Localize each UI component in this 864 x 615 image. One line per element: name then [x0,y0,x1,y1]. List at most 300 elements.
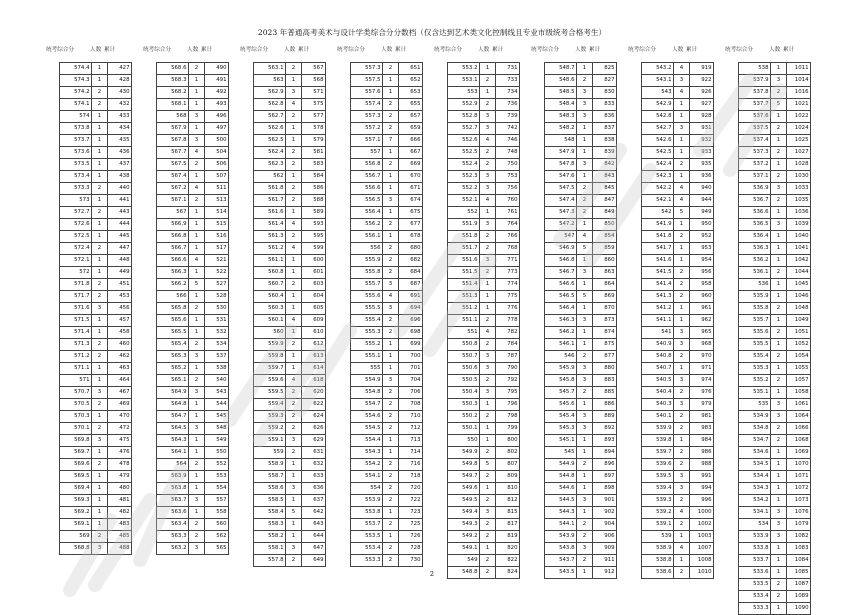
count-cell: 1 [577,147,593,159]
count-cell: 2 [771,267,787,279]
count-cell: 3 [480,351,496,363]
score-cell: 563.3 [157,531,189,543]
count-cell: 2 [674,495,690,507]
table-row [351,315,423,327]
cumulative-cell: 812 [496,495,520,507]
table-row [351,435,423,447]
score-cell: 539.9 [642,423,674,435]
table-row [254,495,326,507]
score-cell: 560.7 [254,279,286,291]
count-cell: 1 [674,111,690,123]
count-cell: 1 [771,495,787,507]
cumulative-cell: 543 [205,387,229,399]
table-row [642,291,714,303]
cumulative-cell: 1049 [787,315,811,327]
count-cell: 1 [771,447,787,459]
table-row [642,519,714,531]
count-cell: 1 [577,507,593,519]
score-cell: 541.3 [642,291,674,303]
cumulative-cell: 436 [108,147,132,159]
cumulative-cell: 981 [690,411,714,423]
table-row [157,63,229,75]
cumulative-cell: 1046 [787,291,811,303]
table-row [545,495,617,507]
table-row [60,507,132,519]
table-row [254,207,326,219]
table-row [642,183,714,195]
table-row [448,207,520,219]
score-cell: 566.3 [157,267,189,279]
table-row [254,219,326,231]
count-cell: 2 [480,243,496,255]
table-row [351,351,423,363]
table-row [351,279,423,291]
cumulative-cell: 928 [690,111,714,123]
score-cell: 553.1 [448,75,480,87]
score-cell: 545.1 [545,435,577,447]
table-row [60,327,132,339]
score-cell: 540.4 [642,387,674,399]
score-cell: 552.4 [448,159,480,171]
score-cell: 556.2 [351,219,383,231]
cumulative-cell: 485 [108,531,132,543]
score-cell: 559 [254,447,286,459]
count-cell: 2 [771,123,787,135]
table-row [739,351,811,363]
score-cell: 557.8 [254,555,286,567]
count-cell: 4 [674,543,690,555]
table-row [351,447,423,459]
table-row [545,159,617,171]
count-cell: 2 [577,351,593,363]
cumulative-cell: 458 [108,327,132,339]
count-cell: 1 [480,399,496,411]
cumulative-cell: 1076 [787,507,811,519]
score-cell: 569.7 [60,447,92,459]
count-cell: 2 [383,459,399,471]
score-cell: 557.5 [351,75,383,87]
table-row [157,183,229,195]
score-cell: 557.3 [351,111,383,123]
table-row [545,75,617,87]
table-row [739,603,811,615]
table-row [351,555,423,567]
count-cell: 2 [286,111,302,123]
cumulative-cell: 787 [496,351,520,363]
table-row [739,135,811,147]
score-cell: 552.9 [448,99,480,111]
count-cell: 2 [286,231,302,243]
cumulative-cell: 996 [690,495,714,507]
count-cell: 2 [286,399,302,411]
cumulative-cell: 545 [205,411,229,423]
count-cell: 2 [92,291,108,303]
score-cell: 535.9 [739,291,771,303]
table-row [545,267,617,279]
count-cell: 1 [189,75,205,87]
count-cell: 5 [577,291,593,303]
count-cell: 1 [674,303,690,315]
count-cell: 1 [383,171,399,183]
score-cell: 574.4 [60,63,92,75]
count-cell: 2 [771,171,787,183]
table-row [157,219,229,231]
table-row [351,183,423,195]
score-cell: 559.8 [254,351,286,363]
count-cell: 1 [383,447,399,459]
score-cell: 546.6 [545,279,577,291]
table-row [739,315,811,327]
score-cell: 572 [60,267,92,279]
score-cell: 570.5 [60,399,92,411]
table-row [254,519,326,531]
count-cell: 1 [674,555,690,567]
table-row [739,99,811,111]
cumulative-cell: 677 [399,219,423,231]
cumulative-cell: 819 [496,531,520,543]
table-row [545,135,617,147]
count-cell: 1 [480,63,496,75]
count-cell: 1 [92,75,108,87]
cumulative-cell: 674 [399,195,423,207]
score-cell: 537.3 [739,147,771,159]
table-row [60,495,132,507]
score-cell: 551.3 [448,291,480,303]
count-cell: 3 [480,123,496,135]
count-cell: 3 [480,363,496,375]
count-cell: 2 [480,339,496,351]
table-row [739,111,811,123]
table-row [545,231,617,243]
score-cell: 548.5 [545,87,577,99]
cumulative-cell: 1090 [787,603,811,615]
cumulative-cell: 577 [302,111,326,123]
score-cell: 543.7 [545,555,577,567]
table-row [254,147,326,159]
table-row [254,159,326,171]
table-row [448,267,520,279]
cumulative-cell: 994 [690,483,714,495]
cumulative-cell: 893 [593,435,617,447]
table-row [254,507,326,519]
score-cell: 563 [254,75,286,87]
score-cell: 534.4 [739,471,771,483]
table-row [545,531,617,543]
header-label: 累计 [686,47,698,53]
cumulative-cell: 614 [302,363,326,375]
cumulative-cell: 659 [399,123,423,135]
count-cell: 1 [674,255,690,267]
cumulative-cell: 750 [496,159,520,171]
table-row [739,423,811,435]
score-cell: 536.9 [739,183,771,195]
table-row [60,387,132,399]
cumulative-cell: 671 [399,183,423,195]
count-cell: 2 [577,531,593,543]
score-cell: 549.7 [448,471,480,483]
score-cell: 547.2 [545,219,577,231]
count-cell: 3 [674,339,690,351]
score-cell: 560.3 [254,303,286,315]
count-cell: 4 [189,183,205,195]
count-cell: 3 [771,399,787,411]
count-cell: 2 [383,315,399,327]
table-row [157,147,229,159]
score-cell: 556.1 [351,231,383,243]
count-cell: 2 [480,519,496,531]
table-row [642,387,714,399]
table-row [60,123,132,135]
cumulative-cell: 497 [205,123,229,135]
score-cell: 547.8 [545,159,577,171]
count-cell: 2 [383,423,399,435]
table-row [448,531,520,543]
count-cell: 3 [189,495,205,507]
score-cell: 566.2 [157,279,189,291]
score-cell: 550.2 [448,411,480,423]
table-row [254,375,326,387]
score-cell: 568.1 [157,99,189,111]
count-cell: 3 [189,387,205,399]
score-column-block [240,44,340,563]
table-row [739,531,811,543]
score-cell: 564.1 [157,447,189,459]
count-cell: 2 [480,531,496,543]
score-cell: 554.6 [351,411,383,423]
cumulative-cell: 1061 [787,399,811,411]
cumulative-cell: 632 [302,459,326,471]
table-row [351,531,423,543]
table-row [739,75,811,87]
cumulative-cell: 581 [302,147,326,159]
cumulative-cell: 974 [690,375,714,387]
table-row [739,195,811,207]
cumulative-cell: 935 [690,159,714,171]
cumulative-cell: 784 [496,339,520,351]
table-row [351,135,423,147]
score-cell: 561.3 [254,231,286,243]
cumulative-cell: 527 [205,279,229,291]
count-cell: 2 [92,99,108,111]
table-row [351,303,423,315]
score-cell: 557.4 [351,99,383,111]
table-row [60,315,132,327]
score-cell: 558.3 [254,519,286,531]
column-header [143,44,243,56]
score-cell: 541.4 [642,279,674,291]
cumulative-cell: 718 [399,471,423,483]
score-cell: 561.8 [254,183,286,195]
table-row [642,327,714,339]
score-cell: 563.4 [157,519,189,531]
cumulative-cell: 516 [205,231,229,243]
cumulative-cell: 775 [496,291,520,303]
count-cell: 2 [383,99,399,111]
cumulative-cell: 552 [205,459,229,471]
table-row [739,231,811,243]
cumulative-cell: 731 [496,63,520,75]
table-row [60,339,132,351]
cumulative-cell: 927 [690,99,714,111]
count-cell: 3 [674,375,690,387]
count-cell: 1 [383,147,399,159]
score-cell: 543.2 [642,63,674,75]
score-cell: 554.4 [351,435,383,447]
score-cell: 545 [545,447,577,459]
score-cell: 567.9 [157,123,189,135]
score-cell: 548.6 [545,75,577,87]
score-cell: 555.8 [351,267,383,279]
score-cell: 547.3 [545,207,577,219]
table-row [157,159,229,171]
count-cell: 1 [92,471,108,483]
table-row [448,399,520,411]
count-cell: 1 [771,243,787,255]
score-cell: 535.7 [739,315,771,327]
table-row [545,543,617,555]
score-cell: 552.5 [448,147,480,159]
score-cell: 569.2 [60,507,92,519]
header-label: 统考综合分 [628,47,656,53]
table-row [642,171,714,183]
count-cell: 1 [189,411,205,423]
count-cell: 1 [771,135,787,147]
score-cell: 538 [739,63,771,75]
score-cell: 541.7 [642,243,674,255]
table-row [739,207,811,219]
score-cell: 555.7 [351,279,383,291]
count-cell: 2 [383,471,399,483]
cumulative-cell: 790 [496,363,520,375]
score-cell: 555.2 [351,339,383,351]
count-cell: 1 [480,303,496,315]
score-cell: 533.5 [739,579,771,591]
cumulative-cell: 976 [690,387,714,399]
count-cell: 3 [771,519,787,531]
table-row [351,219,423,231]
count-cell: 2 [577,195,593,207]
header-label: 人数 [284,47,296,53]
score-cell: 573.6 [60,147,92,159]
count-cell: 1 [771,315,787,327]
cumulative-cell: 771 [496,255,520,267]
count-cell: 3 [480,171,496,183]
score-cell: 558.1 [254,543,286,555]
header-label: 累计 [104,47,116,53]
table-row [351,471,423,483]
count-cell: 3 [771,183,787,195]
score-cell: 536.1 [739,267,771,279]
count-cell: 3 [577,159,593,171]
score-cell: 553.3 [351,555,383,567]
cumulative-cell: 553 [205,471,229,483]
table-row [351,495,423,507]
score-cell: 542.9 [642,99,674,111]
score-cell: 563.8 [157,483,189,495]
score-cell: 560.4 [254,291,286,303]
count-cell: 3 [480,255,496,267]
table-row [545,363,617,375]
cumulative-cell: 701 [399,363,423,375]
count-cell: 3 [92,387,108,399]
score-table [544,62,617,579]
table-row [60,195,132,207]
table-row [642,99,714,111]
table-row [60,303,132,315]
table-row [545,399,617,411]
cumulative-cell: 1082 [787,531,811,543]
cumulative-cell: 540 [205,375,229,387]
count-cell: 2 [771,435,787,447]
count-cell: 2 [286,555,302,567]
count-cell: 2 [771,303,787,315]
cumulative-cell: 730 [399,555,423,567]
table-row [157,279,229,291]
score-cell: 562.4 [254,147,286,159]
score-cell: 567.7 [157,147,189,159]
count-cell: 3 [577,267,593,279]
score-cell: 547.6 [545,171,577,183]
table-row [254,111,326,123]
score-cell: 543.1 [642,75,674,87]
count-cell: 1 [92,519,108,531]
score-cell: 571 [60,375,92,387]
count-cell: 2 [480,75,496,87]
cumulative-cell: 568 [302,75,326,87]
table-row [254,267,326,279]
count-cell: 2 [771,147,787,159]
table-row [739,555,811,567]
score-cell: 546.2 [545,327,577,339]
cumulative-cell: 820 [496,543,520,555]
cumulative-cell: 440 [108,183,132,195]
score-cell: 539.2 [642,507,674,519]
cumulative-cell: 931 [690,123,714,135]
score-cell: 544.6 [545,483,577,495]
count-cell: 1 [92,171,108,183]
table-row [254,75,326,87]
cumulative-cell: 815 [496,507,520,519]
score-cell: 557.2 [351,123,383,135]
cumulative-cell: 960 [690,291,714,303]
score-cell: 536.7 [739,195,771,207]
cumulative-cell: 507 [205,171,229,183]
cumulative-cell: 849 [593,207,617,219]
cumulative-cell: 726 [399,531,423,543]
count-cell: 1 [577,63,593,75]
score-cell: 565.3 [157,351,189,363]
cumulative-cell: 988 [690,459,714,471]
score-cell: 569.8 [60,435,92,447]
score-cell: 566.8 [157,231,189,243]
score-cell: 570.7 [60,387,92,399]
count-cell: 1 [577,447,593,459]
score-cell: 562.5 [254,135,286,147]
count-cell: 2 [286,279,302,291]
table-row [739,363,811,375]
cumulative-cell: 774 [496,279,520,291]
score-cell: 534.6 [739,447,771,459]
cumulative-cell: 720 [399,483,423,495]
score-cell: 553.4 [351,543,383,555]
score-cell: 540.1 [642,411,674,423]
table-row [351,291,423,303]
score-cell: 574.2 [60,87,92,99]
score-cell: 540.8 [642,351,674,363]
cumulative-cell: 575 [302,99,326,111]
count-cell: 2 [92,279,108,291]
count-cell: 1 [286,519,302,531]
